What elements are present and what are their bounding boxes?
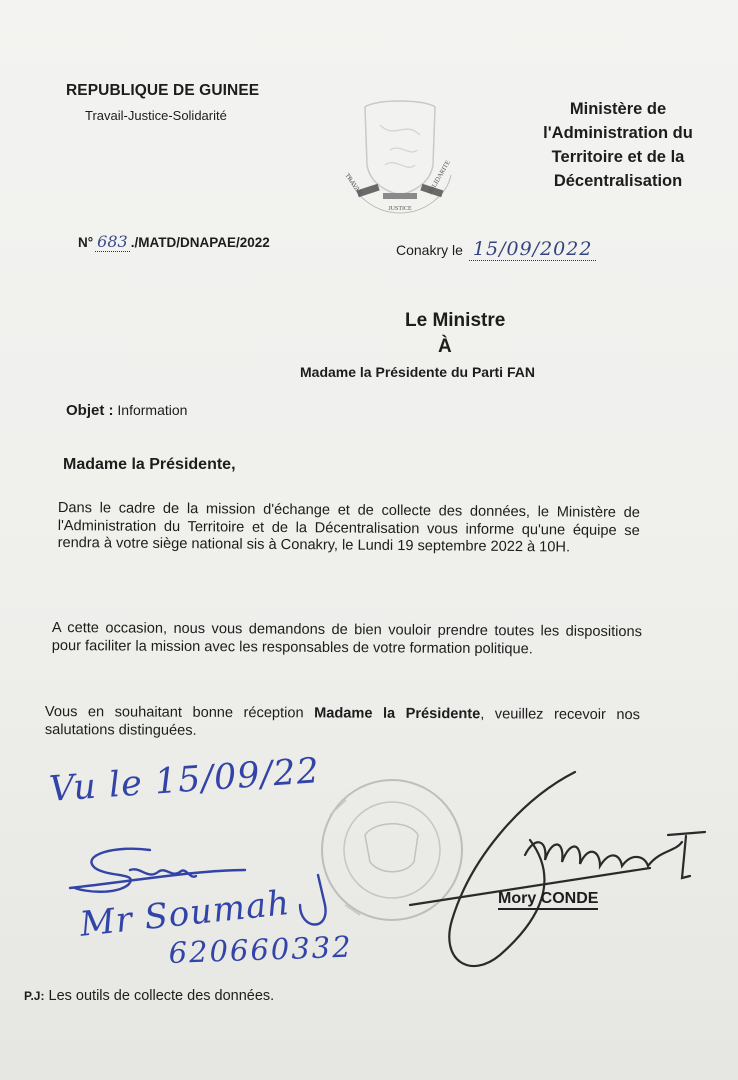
emblem-word-left: TRAVAIL bbox=[343, 172, 365, 199]
closing-text-bold: Madame la Présidente bbox=[314, 705, 481, 723]
body-paragraph-1: Dans le cadre de la mission d'échange et de collecte des données, le Ministère de l'Administration du Territoire et de la Décentralisation vous informe qu'une équipe se rendra à votre siège national sis à Conakry, le Lundi 19 septembre 2022 à 10H. bbox=[57, 500, 640, 556]
handwritten-phone-number: 620660332 bbox=[168, 929, 354, 970]
ministry-line-2: l'Administration du bbox=[543, 124, 693, 142]
handwritten-seen-note: Vu le 15/09/22 bbox=[48, 751, 322, 810]
emblem-word-center: JUSTICE bbox=[388, 206, 412, 212]
closing-text-start: Vous en souhaitant bonne réception bbox=[44, 704, 315, 722]
place-label: Conakry le bbox=[396, 242, 463, 258]
ministry-line-4: Décentralisation bbox=[553, 172, 683, 190]
republic-title: REPUBLIQUE DE GUINEE bbox=[66, 82, 260, 99]
republic-motto: Travail-Justice-Solidarité bbox=[85, 108, 227, 123]
subject-value: Information bbox=[117, 402, 188, 418]
enclosure-line bbox=[24, 988, 274, 1004]
minister-signature bbox=[410, 772, 705, 966]
ministry-line-1: Ministère de bbox=[569, 100, 667, 118]
subject-label: Objet : bbox=[66, 402, 114, 419]
ministry-name bbox=[518, 97, 718, 193]
reference-suffix: ./MATD/DNAPAE/2022 bbox=[130, 235, 270, 250]
reference-handwritten-number: 683 bbox=[97, 232, 128, 251]
emblem-word-right: SOLIDARITE bbox=[426, 159, 452, 196]
official-stamp bbox=[322, 780, 462, 920]
coat-of-arms-emblem bbox=[335, 95, 465, 220]
signatory-name: Mory CONDE bbox=[498, 890, 598, 910]
body-paragraph-2: A cette occasion, nous vous demandons de bien vouloir prendre toutes les dispositions pour faciliter la mission avec les responsables de votre formation politique. bbox=[51, 620, 642, 657]
sender-title: Le Ministre bbox=[405, 310, 506, 331]
enclosure-label: P.J: bbox=[24, 989, 45, 1003]
closing-text-end: , veuillez recevoir nos salutations distinguées. bbox=[44, 706, 640, 739]
handwritten-contact-name: Mr Soumah bbox=[78, 882, 292, 945]
body-paragraph-3 bbox=[45, 704, 640, 742]
reference-prefix: N° bbox=[78, 235, 94, 250]
ministry-line-3: Territoire et de la bbox=[551, 148, 685, 166]
recipient: Madame la Présidente du Parti FAN bbox=[300, 364, 535, 380]
reference-number bbox=[78, 232, 270, 252]
subject-line bbox=[66, 402, 187, 419]
salutation: Madame la Présidente, bbox=[63, 456, 236, 473]
handwritten-date: 15/09/2022 bbox=[469, 238, 597, 261]
to-marker: À bbox=[438, 336, 452, 357]
enclosure-text: Les outils de collecte des données. bbox=[48, 988, 275, 1004]
place-date bbox=[396, 238, 596, 261]
